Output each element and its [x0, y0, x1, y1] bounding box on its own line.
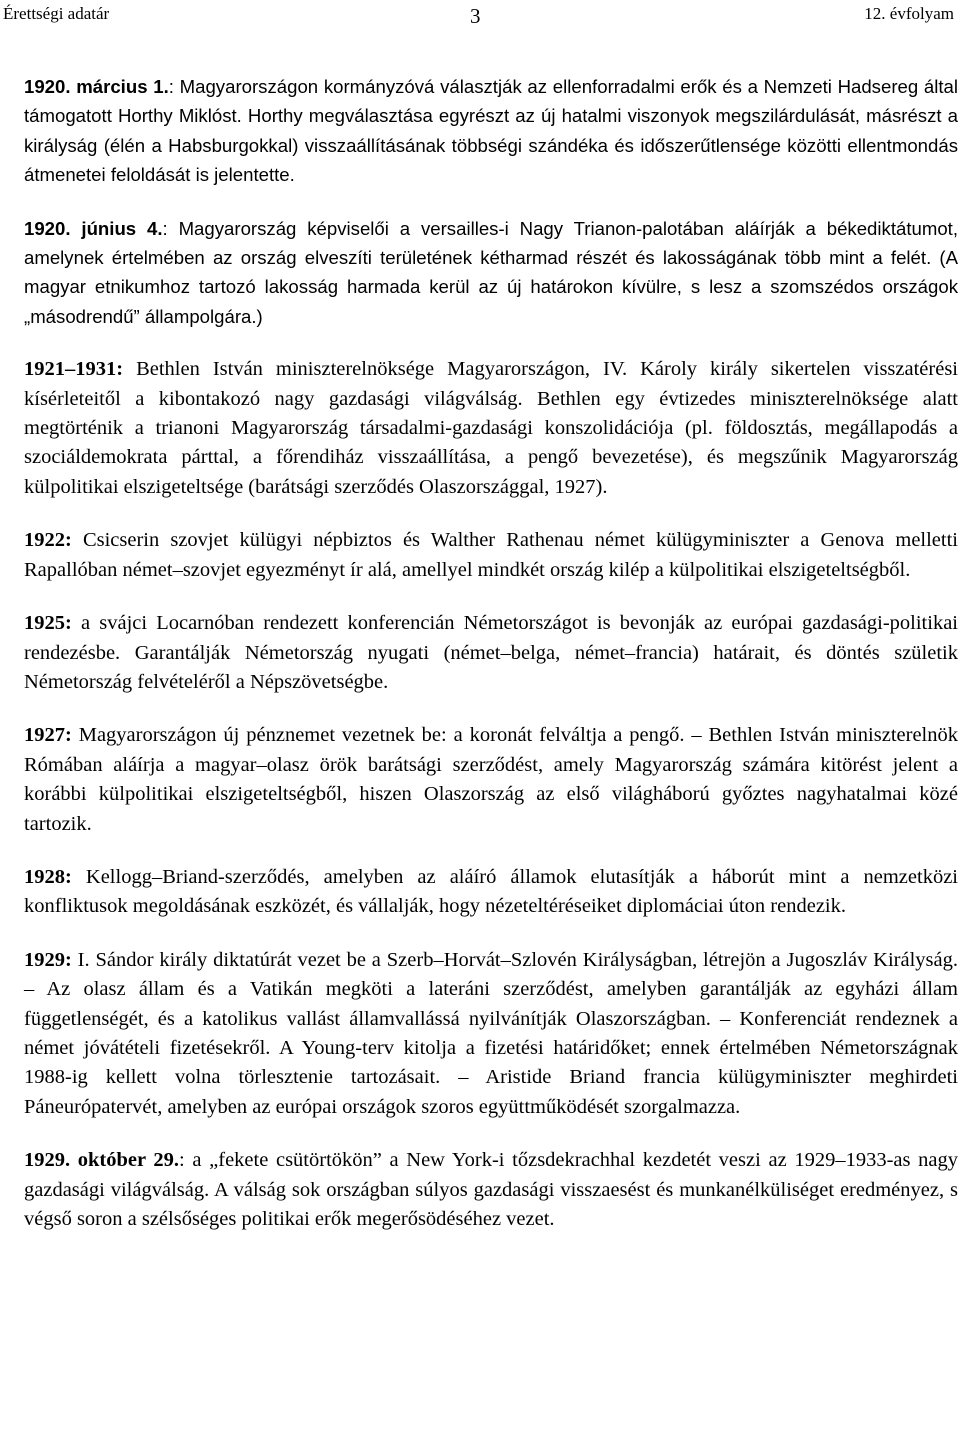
page-number: 3 — [470, 4, 481, 28]
entry-date: 1921–1931: — [24, 358, 124, 381]
entry-text: : Magyarországon kormányzóvá választják az ellenforradalmi erők és a Nemzeti Hadsereg által támogatott Horthy Miklóst. Horthy megválasztása egyrészt az új hatalmi viszonyok megszilárdulását, másrészt a királyság (élén a Habsburgokkal) visszaállításának többségi szándéka és időszerűtlensége közötti ellentmondás átmenetei feloldását is jelentette. — [24, 76, 959, 186]
entry-text: : a „fekete csütörtökön” a New York-i tőzsdekrachhal kezdetét veszi az 1929–1933-as nagy gazdasági világválság. A válság sok országban súlyos gazdasági visszaesést és munkanélküliséget eredményez, s végső soron a szélsőséges politikai erők megerősödéséhez vezet. — [24, 1149, 958, 1230]
timeline-entry — [24, 214, 958, 332]
header-grade: 12. évfolyam — [864, 4, 954, 23]
timeline-entry — [24, 1146, 958, 1234]
timeline-entry — [24, 946, 958, 1122]
page-header — [0, 2, 960, 32]
entry-date: 1920. március 1. — [24, 76, 169, 97]
entry-text: : Magyarország képviselői a versailles-i Nagy Trianon-palotában aláírják a békediktátumot, amelynek értelmében az ország elveszíti területének kétharmad részét és lakosságának több mint a felét. (A magyar etnikumhoz tartozó lakosság harmada kerül az új határokon kívülre, s lesz a szomszédos országok „másodrendű” állampolgára.) — [24, 217, 958, 327]
timeline-content — [24, 72, 958, 1258]
entry-text: a svájci Locarnóban rendezett konferencián Németországot is bevonják az európai gazdasági-politikai rendezésbe. Garantálják Németország nyugati (német–belga, német–francia) határait, és döntés születik Németország felvételéről a Népszövetségbe. — [24, 612, 958, 693]
entry-text: I. Sándor király diktatúrát vezet be a Szerb–Horvát–Szlovén Királyságban, létrejön a Jugoszláv Királyság. – Az olasz állam és a Vatikán megköti a lateráni szerződést, amelyben garantálják az egyházi állam függetlenségét, és a katolikus vallást államvallássá nyilvánítják Olaszországban. – Konferenciát rendeznek a német jóvátételi fizetésekről. A Young-terv kitolja a fizetési határidőket; ennek értelmében Németországnak 1988-ig kellett volna törlesztenie tartozásait. – Aristide Briand francia külügyminiszter meghirdeti Páneurópatervét, amelyben az európai országok szoros együttműködését szorgalmazza. — [24, 948, 958, 1118]
entry-date: 1927: — [24, 724, 72, 747]
timeline-entry — [24, 863, 958, 922]
timeline-entry — [24, 526, 958, 585]
timeline-entry — [24, 72, 958, 190]
entry-text: Csicserin szovjet külügyi népbiztos és Walther Rathenau német külügyminiszter a Genova melletti Rapallóban német–szovjet egyezményt ír alá, amellyel mindkét ország kilép a külpolitikai elszigeteltségből. — [24, 529, 958, 581]
entry-date: 1922: — [24, 529, 72, 552]
entry-date: 1929: — [24, 948, 72, 971]
entry-text: Kellogg–Briand-szerződés, amelyben az aláíró államok elutasítják a háborút mint a nemzetközi konfliktusok megoldásának eszközét, és vállalják, hogy nézeteltéréseiket diplomáciai úton rendezik. — [24, 865, 958, 918]
entry-date: 1920. június 4. — [24, 217, 163, 239]
entry-date: 1928: — [24, 865, 72, 888]
entry-date: 1925: — [24, 612, 72, 635]
timeline-entry — [24, 721, 958, 839]
entry-date: 1929. október 29. — [24, 1149, 180, 1172]
entry-text: Bethlen István miniszterelnöksége Magyarországon, IV. Károly király sikertelen visszatérési kísérleteitől a kibontakozó nagy gazdasági világválság. Bethlen egy évtizedes miniszterelnöksége alatt megtörténik a trianoni Magyarország társadalmi-gazdasági konszolidációja (pl. földosztás, megállapodás a szociáldemokrata párttal, a főrendiház visszaállítása, a pengő bevezetése), és megszűnik Magyarország külpolitikai elszigeteltsége (barátsági szerződés Olaszországgal, 1927). — [24, 358, 958, 498]
header-title: Érettségi adatár — [3, 4, 110, 23]
timeline-entry — [24, 355, 958, 502]
timeline-entry — [24, 609, 958, 697]
entry-text: Magyarországon új pénznemet vezetnek be: a koronát felváltja a pengő. – Bethlen István miniszterelnök Rómában aláírja a magyar–olasz örök barátsági szerződést, amely Magyarország számára kitörést jelent a korábbi külpolitikai elszigeteltségből, hiszen Olaszország az első világháború győztes nagyhatalmai közé tartozik. — [24, 724, 958, 835]
